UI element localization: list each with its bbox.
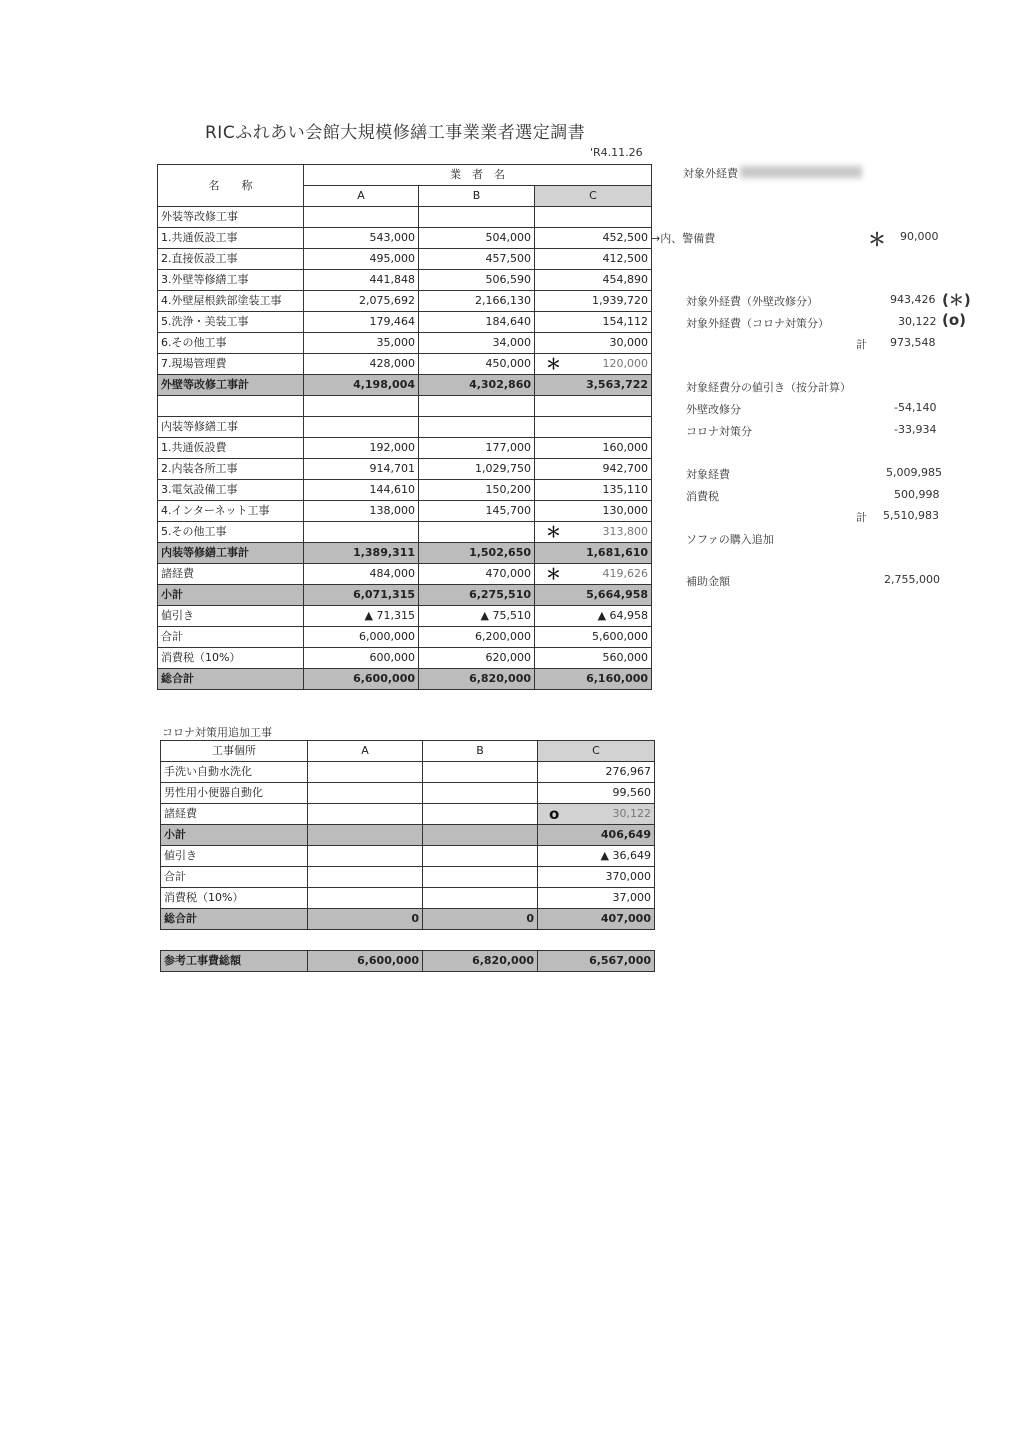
corona-table-heading: コロナ対策用追加工事 (162, 726, 272, 739)
cell-c: 1,939,720 (535, 291, 652, 312)
corona-excluded-value: 30,122 (898, 315, 937, 328)
cell-b: 450,000 (419, 354, 535, 375)
excluded-total-label: 計 (856, 338, 867, 351)
row-label: 4.外壁屋根鉄部塗装工事 (158, 291, 304, 312)
table-row (158, 522, 652, 543)
cell-b: ▲ 75,510 (419, 606, 535, 627)
cell-c: 276,967 (538, 762, 655, 783)
subsidy-value: 2,755,000 (884, 573, 940, 586)
cell-c: 120,000 (602, 357, 649, 370)
row-label: 4.インターネット工事 (158, 501, 304, 522)
cell-a (308, 825, 423, 846)
target-cost-label: 対象経費 (686, 468, 730, 481)
row-label: 7.現場管理費 (158, 354, 304, 375)
cell-a: 600,000 (304, 648, 419, 669)
cell-c: 5,600,000 (535, 627, 652, 648)
cell-b (423, 804, 538, 825)
vendor-b-header: B (423, 741, 538, 762)
table-row (158, 312, 652, 333)
asterisk-mark: ＊ (546, 355, 562, 373)
cell-b (423, 762, 538, 783)
table-row (158, 564, 652, 585)
cell-c (535, 207, 652, 228)
discount-ext-value: -54,140 (894, 401, 937, 414)
table-row (158, 438, 652, 459)
cell-b: 177,000 (419, 438, 535, 459)
cell-b: 184,640 (419, 312, 535, 333)
row-label: 総合計 (161, 909, 308, 930)
cell-c: 407,000 (538, 909, 655, 930)
excluded-cost-header: 対象外経費 (683, 167, 738, 180)
cell-c: 3,563,722 (535, 375, 652, 396)
row-label: 内装等修繕工事 (158, 417, 304, 438)
table-row (161, 909, 655, 930)
cell-c: 942,700 (535, 459, 652, 480)
cell-c: 30,000 (535, 333, 652, 354)
cell-b: 34,000 (419, 333, 535, 354)
cell-b: 6,275,510 (419, 585, 535, 606)
row-label: 2.内装各所工事 (158, 459, 304, 480)
vendor-header: 業 者 名 (304, 165, 652, 186)
row-label: 値引き (158, 606, 304, 627)
cell-a (304, 207, 419, 228)
cell-b: 6,820,000 (419, 669, 535, 690)
table-row (158, 606, 652, 627)
row-label: 諸経費 (161, 804, 308, 825)
ext-excluded-value: 943,426 (890, 293, 936, 306)
cell-c: 419,626 (602, 567, 649, 580)
cell-a: 6,000,000 (304, 627, 419, 648)
cell-a (304, 417, 419, 438)
cell-c: 370,000 (538, 867, 655, 888)
cell-a: 428,000 (304, 354, 419, 375)
cell-a (308, 804, 423, 825)
corona-work-table (160, 740, 655, 930)
discount-corona-label: コロナ対策分 (686, 425, 752, 438)
cell-b: 1,029,750 (419, 459, 535, 480)
cell-a: 0 (308, 909, 423, 930)
cell-c (535, 396, 652, 417)
redacted-area (740, 166, 862, 178)
excluded-total-value: 973,548 (890, 336, 936, 349)
row-label: 手洗い自動水洗化 (161, 762, 308, 783)
cell-a (308, 783, 423, 804)
cell-b: 620,000 (419, 648, 535, 669)
cell-a: 4,198,004 (304, 375, 419, 396)
row-label: 合計 (161, 867, 308, 888)
cell-a (308, 762, 423, 783)
cell-b (423, 846, 538, 867)
table-row (158, 543, 652, 564)
cell-c: 30,122 (612, 807, 651, 820)
row-label: 値引き (161, 846, 308, 867)
row-label: 6.その他工事 (158, 333, 304, 354)
cell-a: 2,075,692 (304, 291, 419, 312)
row-label: 3.外壁等修繕工事 (158, 270, 304, 291)
cell-a: 1,389,311 (304, 543, 419, 564)
cell-a: 914,701 (304, 459, 419, 480)
table-row (158, 207, 652, 228)
table-row (158, 354, 652, 375)
table-row (158, 417, 652, 438)
cell-c: 313,800 (602, 525, 649, 538)
cell-b (423, 783, 538, 804)
cell-b: 4,302,860 (419, 375, 535, 396)
cell-c: 452,500 (535, 228, 652, 249)
cell-c: 1,681,610 (535, 543, 652, 564)
target-cost-value: 5,009,985 (886, 466, 942, 479)
row-label: 5.洗浄・美装工事 (158, 312, 304, 333)
cell-c: 154,112 (535, 312, 652, 333)
ext-excluded-mark: (＊) (942, 291, 971, 309)
cell-a (308, 867, 423, 888)
cell-b: 470,000 (419, 564, 535, 585)
vendor-a-header: A (308, 741, 423, 762)
cell-a: 441,848 (304, 270, 419, 291)
table-row (158, 459, 652, 480)
table-row (158, 249, 652, 270)
vendor-a-header: A (304, 186, 419, 207)
row-label: 総合計 (158, 669, 304, 690)
cell-a: 192,000 (304, 438, 419, 459)
target-sum-value: 5,510,983 (883, 509, 939, 522)
cell-b (419, 396, 535, 417)
table-row (161, 825, 655, 846)
cell-b: 150,200 (419, 480, 535, 501)
table-row (158, 585, 652, 606)
cell-a: 35,000 (304, 333, 419, 354)
cell-b: 6,200,000 (419, 627, 535, 648)
row-label: 1.共通仮設工事 (158, 228, 304, 249)
cell-b: 506,590 (419, 270, 535, 291)
table-row (158, 291, 652, 312)
table-row (158, 270, 652, 291)
cell-b: 0 (423, 909, 538, 930)
tax-label: 消費税 (686, 490, 719, 503)
cell-c: 130,000 (535, 501, 652, 522)
cell-b (423, 825, 538, 846)
discount-ext-label: 外壁改修分 (686, 403, 741, 416)
row-label: 諸経費 (158, 564, 304, 585)
corona-excluded-mark: (o) (942, 311, 967, 329)
asterisk-mark: ＊ (546, 565, 562, 583)
reference-total-table (160, 950, 655, 972)
vendor-c-header: C (538, 741, 655, 762)
sofa-note: ソファの購入追加 (686, 533, 774, 546)
table-row (158, 396, 652, 417)
table-row (158, 375, 652, 396)
cell-b (423, 867, 538, 888)
cell-a: 495,000 (304, 249, 419, 270)
cell-a: 6,071,315 (304, 585, 419, 606)
vendor-c-header: C (535, 186, 652, 207)
cell-b (419, 207, 535, 228)
asterisk-mark: ＊ (868, 230, 886, 251)
cell-a: 6,600,000 (308, 951, 423, 972)
cell-a: 6,600,000 (304, 669, 419, 690)
tax-value: 500,998 (894, 488, 940, 501)
target-sum-label: 計 (856, 511, 867, 524)
cell-a: 138,000 (304, 501, 419, 522)
cell-c (535, 417, 652, 438)
cell-c: 454,890 (535, 270, 652, 291)
cell-b: 6,820,000 (423, 951, 538, 972)
table-row (158, 480, 652, 501)
document-date: 'R4.11.26 (590, 146, 643, 159)
cell-b: 504,000 (419, 228, 535, 249)
row-label: 外装等改修工事 (158, 207, 304, 228)
subsidy-label: 補助金額 (686, 575, 730, 588)
table-row (161, 783, 655, 804)
corona-excluded-label: 対象外経費（コロナ対策分） (686, 317, 829, 330)
row-label: 小計 (158, 585, 304, 606)
cell-c: 412,500 (535, 249, 652, 270)
cell-a: 484,000 (304, 564, 419, 585)
row-label: 消費税（10%） (161, 888, 308, 909)
cell-a (304, 396, 419, 417)
cell-b: 1,502,650 (419, 543, 535, 564)
asterisk-mark: ＊ (546, 523, 562, 541)
cell-a (308, 846, 423, 867)
cell-a: 179,464 (304, 312, 419, 333)
security-cost-value: 90,000 (900, 230, 939, 243)
table-row (161, 951, 655, 972)
table-row (161, 867, 655, 888)
row-label: 小計 (161, 825, 308, 846)
row-label: 外壁等改修工事計 (158, 375, 304, 396)
row-label: 5.その他工事 (158, 522, 304, 543)
cell-c: 160,000 (535, 438, 652, 459)
vendor-b-header: B (419, 186, 535, 207)
cell-c: 37,000 (538, 888, 655, 909)
cell-c: 6,160,000 (535, 669, 652, 690)
cell-b: 457,500 (419, 249, 535, 270)
table-row (161, 888, 655, 909)
cell-a: ▲ 71,315 (304, 606, 419, 627)
row-label: 合計 (158, 627, 304, 648)
cell-b: 2,166,130 (419, 291, 535, 312)
discount-header: 対象経費分の値引き（按分計算） (686, 381, 851, 394)
table-row (158, 228, 652, 249)
table-row (161, 804, 655, 825)
cell-c: ▲ 36,649 (538, 846, 655, 867)
row-label: 1.共通仮設費 (158, 438, 304, 459)
cell-a (304, 522, 419, 543)
cell-b (419, 417, 535, 438)
cell-c: 99,560 (538, 783, 655, 804)
document-title: RICふれあい会館大規模修繕工事業業者選定調書 (205, 123, 586, 143)
table-row (158, 669, 652, 690)
security-cost-note: →内、警備費 (651, 232, 716, 245)
cell-c: 560,000 (535, 648, 652, 669)
cell-b (419, 522, 535, 543)
reference-total-label: 参考工事費総額 (161, 951, 308, 972)
row-label: 3.電気設備工事 (158, 480, 304, 501)
vendor-comparison-table (157, 164, 652, 690)
cell-a: 144,610 (304, 480, 419, 501)
cell-b: 145,700 (419, 501, 535, 522)
ext-excluded-label: 対象外経費（外壁改修分） (686, 295, 818, 308)
cell-c: 406,649 (538, 825, 655, 846)
name-header: 名 称 (158, 165, 304, 207)
table-row (158, 501, 652, 522)
cell-a (308, 888, 423, 909)
table-row (158, 333, 652, 354)
cell-c: 5,664,958 (535, 585, 652, 606)
cell-b (423, 888, 538, 909)
cell-c: 135,110 (535, 480, 652, 501)
place-header: 工事個所 (161, 741, 308, 762)
row-label: 2.直接仮設工事 (158, 249, 304, 270)
discount-corona-value: -33,934 (894, 423, 937, 436)
circle-mark: o (549, 805, 560, 823)
row-label (158, 396, 304, 417)
table-row (161, 762, 655, 783)
table-row (158, 627, 652, 648)
cell-a: 543,000 (304, 228, 419, 249)
row-label: 男性用小便器自動化 (161, 783, 308, 804)
row-label: 内装等修繕工事計 (158, 543, 304, 564)
cell-c: 6,567,000 (538, 951, 655, 972)
row-label: 消費税（10%） (158, 648, 304, 669)
table-row (158, 648, 652, 669)
table-row (161, 846, 655, 867)
cell-c: ▲ 64,958 (535, 606, 652, 627)
